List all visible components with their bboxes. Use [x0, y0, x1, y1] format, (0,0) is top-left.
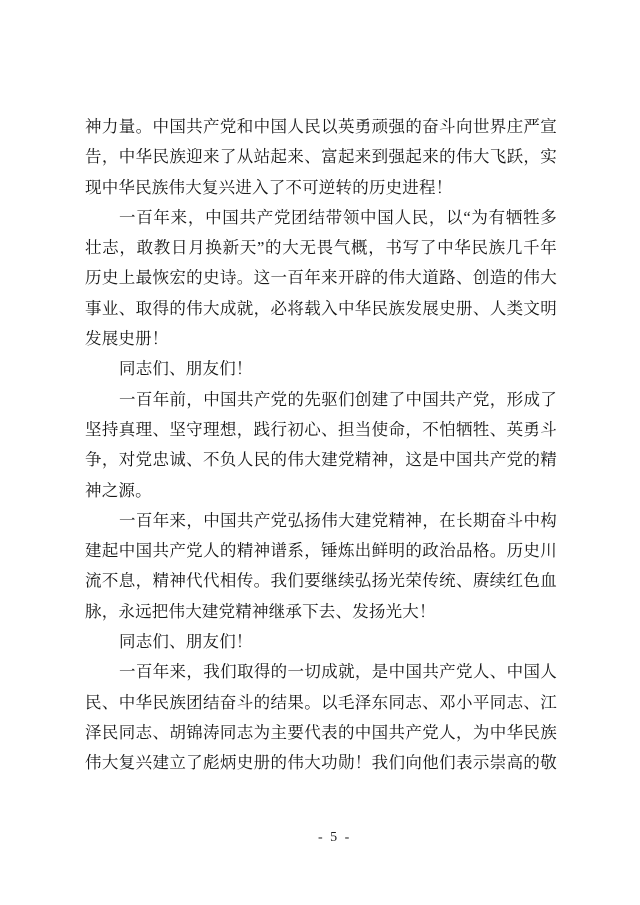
- text-line: 流不息，精神代代相传。我们要继续弘扬光荣传统、赓续红色血: [85, 571, 557, 591]
- text-line: 告，中华民族迎来了从站起来、富起来到强起来的伟大飞跃，实: [85, 147, 557, 167]
- text-line: 一百年来，中国共产党弘扬伟大建党精神，在长期奋斗中构: [119, 510, 557, 530]
- text-line: 发展史册！: [85, 329, 169, 349]
- text-line: 民、中华民族团结奋斗的结果。以毛泽东同志、邓小平同志、江: [85, 692, 557, 712]
- text-line: 壮志，敢教日月换新天”的大无畏气概，书写了中华民族几千年: [85, 238, 557, 258]
- text-line: 一百年来，中国共产党团结带领中国人民，以“为有牺牲多: [119, 207, 557, 227]
- text-line: 神之源。: [85, 480, 152, 500]
- text-line: 同志们、朋友们！: [119, 632, 253, 652]
- text-line: 泽民同志、胡锦涛同志为主要代表的中国共产党人，为中华民族: [85, 722, 557, 742]
- text-line: 伟大复兴建立了彪炳史册的伟大功勋！我们向他们表示崇高的敬: [85, 753, 557, 773]
- text-line: 争，对党忠诚、不负人民的伟大建党精神，这是中国共产党的精: [85, 450, 557, 470]
- page-number: - 5 -: [318, 830, 352, 845]
- text-line: 现中华民族伟大复兴进入了不可逆转的历史进程！: [85, 177, 453, 197]
- text-line: 建起中国共产党人的精神谱系，锤炼出鲜明的政治品格。历史川: [85, 541, 557, 561]
- text-line: 坚持真理、坚守理想，践行初心、担当使命，不怕牺牲、英勇斗: [85, 419, 557, 439]
- text-line: 一百年来，我们取得的一切成就，是中国共产党人、中国人: [119, 662, 557, 682]
- text-line: 脉，永远把伟大建党精神继承下去、发扬光大！: [85, 601, 436, 621]
- text-line: 事业、取得的伟大成就，必将载入中华民族发展史册、人类文明: [85, 298, 557, 318]
- text-line: 一百年前，中国共产党的先驱们创建了中国共产党，形成了: [119, 389, 557, 409]
- text-line: 神力量。中国共产党和中国人民以英勇顽强的奋斗向世界庄严宣: [85, 117, 557, 136]
- document-body-text: [85, 112, 557, 779]
- text-line: 历史上最恢宏的史诗。这一百年来开辟的伟大道路、创造的伟大: [85, 268, 557, 288]
- text-line: 同志们、朋友们！: [119, 359, 253, 379]
